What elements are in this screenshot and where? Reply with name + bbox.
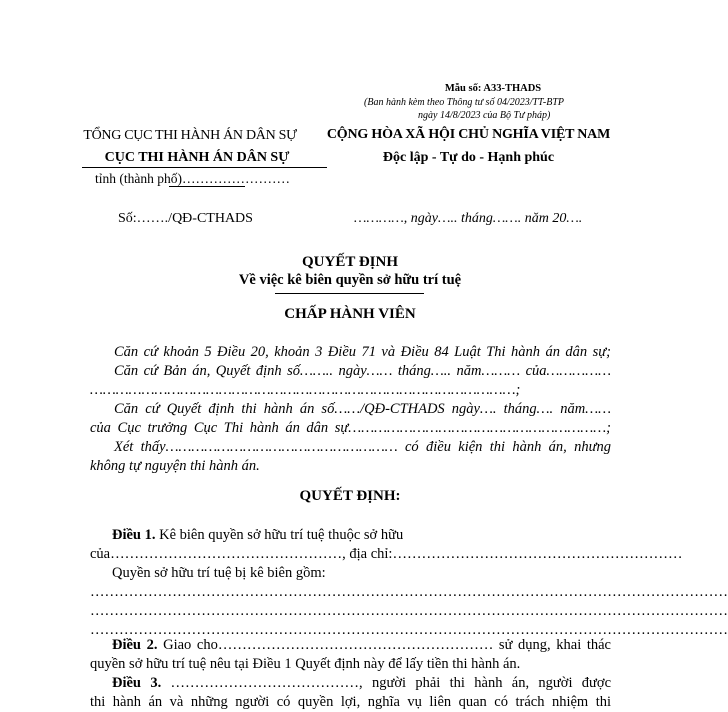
ground-judgment: Căn cứ Bản án, Quyết định số…….. ngày…… tháng….. năm……… của…………… xyxy=(114,363,611,379)
article-1-dots-3: …………………………………………………………………………………………………………………… xyxy=(90,622,728,638)
article-1 xyxy=(90,526,728,640)
ground-consider-cont: không tự nguyện thi hành án. xyxy=(90,458,260,474)
form-issued-line2: ngày 14/8/2023 của Bộ Tư pháp) xyxy=(418,110,551,121)
article-1-label: Điều 1. xyxy=(112,527,156,543)
article-1-dots-2: …………………………………………………………………………………………………………………… xyxy=(90,603,728,619)
document-subtitle: Về việc kê biên quyền sở hữu trí tuệ xyxy=(238,272,462,288)
document-title: QUYẾT ĐỊNH xyxy=(302,254,398,270)
article-1-text: Kê biên quyền sở hữu trí tuệ thuộc sở hữu xyxy=(159,527,404,543)
ground-enforcement-cont: của Cục trưởng Cục Thi hành án dân sự……………………………………………………; xyxy=(90,420,611,436)
ground-enforcement: Căn cứ Quyết định thi hành án số……/QĐ-CTHADS ngày…. tháng…. năm…… xyxy=(114,401,611,417)
province-underline xyxy=(169,186,245,187)
article-3-label: Điều 3. xyxy=(112,675,162,691)
ground-consider: Xét thấy……………………………………………… có điều kiện thi hành án, nhưng xyxy=(114,439,611,455)
national-motto: Độc lập - Tự do - Hạnh phúc xyxy=(382,150,555,165)
article-3 xyxy=(90,674,611,712)
national-title: CỘNG HÒA XÃ HỘI CHỦ NGHĨA VIỆT NAM xyxy=(326,127,611,142)
decision-date: …………, ngày….. tháng……. năm 20…. xyxy=(354,211,583,226)
grounds-block xyxy=(90,343,611,476)
authority-title: CHẤP HÀNH VIÊN xyxy=(284,306,416,322)
article-3-cont: thi hành án và những người có quyền lợi, nghĩa vụ liên quan có trách nhiệm thi xyxy=(90,694,611,710)
article-2-text: Giao cho………………………………………………… sử dụng, khai thác xyxy=(163,637,611,653)
form-code: Mẫu số: A33-THADS xyxy=(444,83,542,94)
form-issued-line1: (Ban hành kèm theo Thông tư số 04/2023/TT-BTP xyxy=(364,97,564,108)
subtitle-underline xyxy=(275,293,424,294)
article-2-label: Điều 2. xyxy=(112,637,158,653)
decision-number: Số:……./QĐ-CTHADS xyxy=(118,211,253,226)
agency-general: TỔNG CỤC THI HÀNH ÁN DÂN SỰ xyxy=(83,128,297,143)
article-1-owner: của…………………………………………, địa chỉ:…………………………………………………… xyxy=(90,546,683,562)
decision-heading: QUYẾT ĐỊNH: xyxy=(299,488,401,504)
agency-province: tỉnh (thành phố)…………………… xyxy=(95,171,290,186)
agency-underline xyxy=(82,167,327,168)
ground-judgment-cont: ………………………………………………………………………………………; xyxy=(90,382,521,398)
ground-law: Căn cứ khoản 5 Điều 20, khoản 3 Điều 71 và Điều 84 Luật Thi hành án dân sự; xyxy=(114,344,611,360)
article-1-items-label: Quyền sở hữu trí tuệ bị kê biên gồm: xyxy=(112,565,326,581)
article-3-text: …………………………………, người phải thi hành án, người được xyxy=(170,675,612,691)
article-2-cont: quyền sở hữu trí tuệ nêu tại Điều 1 Quyết định này để lấy tiền thi hành án. xyxy=(90,656,521,672)
article-2 xyxy=(90,636,611,674)
article-1-dots-1: …………………………………………………………………………………………………………………… xyxy=(90,584,728,600)
agency-name: CỤC THI HÀNH ÁN DÂN SỰ xyxy=(104,150,290,165)
